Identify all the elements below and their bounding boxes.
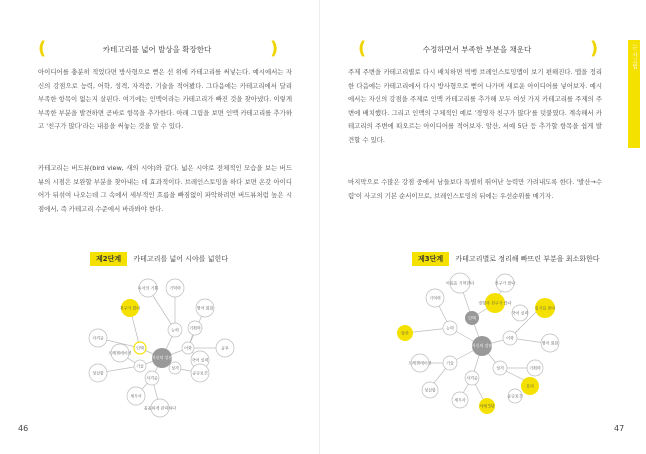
open-bracket-icon-right: ( [358, 38, 367, 59]
left-paragraph-1: 아이디어를 충분히 적었다면 방사형으로 뻗은 선 위에 카테고리를 써넣는다. 예시에서는 자신의 강점으로 능력, 어학, 성격, 자격증, 기술을 적어봤다. 그다음에는 카테고리에서 달리 부족한 항목이 없는지 살핀다. 여기에는 인맥이라는 카테고리가 빠진 것을 찾아냈다. 이렇게 부족한 부분을 발견하면 곧바로 항목을 추가한다. 아래 그림을 보면 인맥 카테고리를 추가하고 '친구가 많다'라는 내용을 써놓는 것을 알 수 있다. [38, 68, 292, 131]
open-bracket-icon: ( [38, 38, 47, 59]
map-node-pres: 프레젠테이션 [108, 350, 132, 356]
map-node-cooking: 요리 [526, 383, 534, 389]
map-node-tax-right: 세무사 [454, 397, 466, 403]
step-title-right: 카테고리별로 정리해 빠뜨린 부분을 최소화한다 [455, 255, 600, 263]
right-paragraph-1: 주제 주변을 카테고리별로 다시 배치하면 빅뱅 브레인스토밍맵이 보기 편해진다. 맵을 정리한 다음에는 카테고리에서 다시 방사형으로 뻗어 나가며 새로운 아이디어를 넣어보자. 예시에서는 자신의 강점을 주제로 인맥 카테고리를 추가해 모두 여섯 가지 카테고리를 주제의 주변에 배치했다. 그리고 인맥의 구체적인 예로 '경영자 친구가 많다'를 덧붙였다. 계속해서 카테고리의 주변에 떠오르는 아이디어를 적어보자. 암산, 서예 5단 등 추가할 항목을 쉽게 발견할 수 있다. [348, 68, 602, 144]
map-node-plan-right: 기획력 [529, 365, 541, 371]
left-step-heading [90, 252, 228, 266]
map-node-diligent-right: 성실함 [424, 387, 436, 393]
map-node-public: 공중보건 [192, 370, 208, 376]
map-node-mental: 암산 [401, 330, 409, 336]
left-heading: 카테고리를 넓어 발상을 확장한다 [102, 45, 212, 54]
right-mind-map [390, 268, 580, 418]
map-cat-skill: 기술 [136, 363, 144, 369]
map-cat-skill-right: 기술 [446, 360, 454, 366]
map-node-korean-right: 국어 실력 [511, 310, 529, 316]
map-cat-language: 어학 [184, 345, 192, 351]
map-node-friends: 친구가 많다 [119, 305, 141, 311]
map-node-diligent: 성실함 [92, 370, 104, 376]
map-node-plan: 기획력 [189, 325, 201, 331]
map-node-memory: 기억력 [169, 285, 181, 291]
map-cat-cert-right: 자격증 [466, 375, 478, 381]
map-node-memory-right: 기억력 [429, 295, 441, 301]
map-node-cert2: 자격증 [92, 335, 104, 341]
map-node-enthusiasm: 독서의 기쁨 [137, 285, 159, 291]
map-cat-network-right: 인맥 [468, 315, 476, 321]
right-step-heading [412, 252, 600, 266]
map-cat-cert: 자격증 [146, 375, 158, 381]
close-bracket-icon: ) [270, 38, 279, 59]
right-paragraph-2: 마지막으로 수많은 강점 중에서 남들보다 특별히 뛰어난 능력만 가려내도록 한다. '발산→수렴'이 사고의 기본 순서이므로, 브레인스토밍의 뒤에는 우선순위를 매기자. [348, 178, 602, 200]
map-cat-personality: 성격 [171, 365, 179, 371]
step-tag-right: 제3단계 [412, 252, 449, 266]
map-node-calli5: 서예 5단 [479, 403, 495, 409]
right-page [320, 0, 640, 454]
map-cat-ability: 능력 [171, 327, 179, 333]
left-page [0, 0, 320, 454]
step-tag: 제2단계 [90, 252, 127, 266]
map-cat-ability-right: 능력 [446, 325, 454, 331]
map-node-tax: 세무사 [130, 393, 142, 399]
left-paragraph-2: 카테고리는 버드뷰(bird view, 새의 시야)와 같다. 넓은 시야로 전체적인 모습을 보는 버드뷰의 시점은 보완할 부분을 찾아내는 데 효과적이다. 브레인스토밍을 하다 보면 온갖 아이디어가 뒤섞여 나오는데 그 속에서 세부적인 흐름을 빠짐없이 파악하려면 버드뷰처럼 높은 시점에서, 즉 카테고리 수준에서 바라봐야 한다. [38, 164, 292, 213]
map-node-english-right: 영어 회화 [541, 340, 559, 346]
map-node-care: 꼼꼼하게 관리하다 [143, 405, 177, 411]
map-center-right: 자신의 강점 [471, 343, 493, 348]
map-node-study: 공부 [221, 345, 229, 351]
page-number-left: 46 [18, 424, 29, 433]
map-cat-personality-right: 성격 [496, 365, 504, 371]
step-title: 카테고리를 넓어 시야를 넓힌다 [133, 255, 228, 263]
page-number-right: 47 [614, 424, 625, 433]
map-node-calligraphy: 실기를 쓴다 [534, 305, 556, 311]
map-cat-language-right: 어학 [506, 335, 514, 341]
map-node-enthusiasm-right: 이름을 기억한다 [445, 280, 475, 286]
map-node-friends-right: 친구가 많다 [494, 280, 516, 286]
map-node-pres-right: 프레젠테이션 [408, 360, 432, 366]
chapter-side-tab-label: CHAPTER 03 : 인생의 고민을 해결하는 사고법 [631, 44, 645, 148]
chapter-side-tab [628, 40, 645, 148]
left-mind-map [80, 268, 250, 418]
map-node-korean: 국어 실력 [191, 357, 209, 363]
map-cat-network: 인맥 [136, 345, 144, 351]
right-heading: 수정하면서 부족한 부분을 채운다 [422, 45, 532, 54]
map-node-english: 영어 회화 [196, 305, 214, 311]
map-node-public-right: 공중보건 [507, 393, 523, 399]
close-bracket-icon-right: ) [590, 38, 599, 59]
map-center: 자신의 강점 [151, 355, 173, 360]
map-node-ceo: 경영자 친구가 많다 [478, 300, 512, 306]
